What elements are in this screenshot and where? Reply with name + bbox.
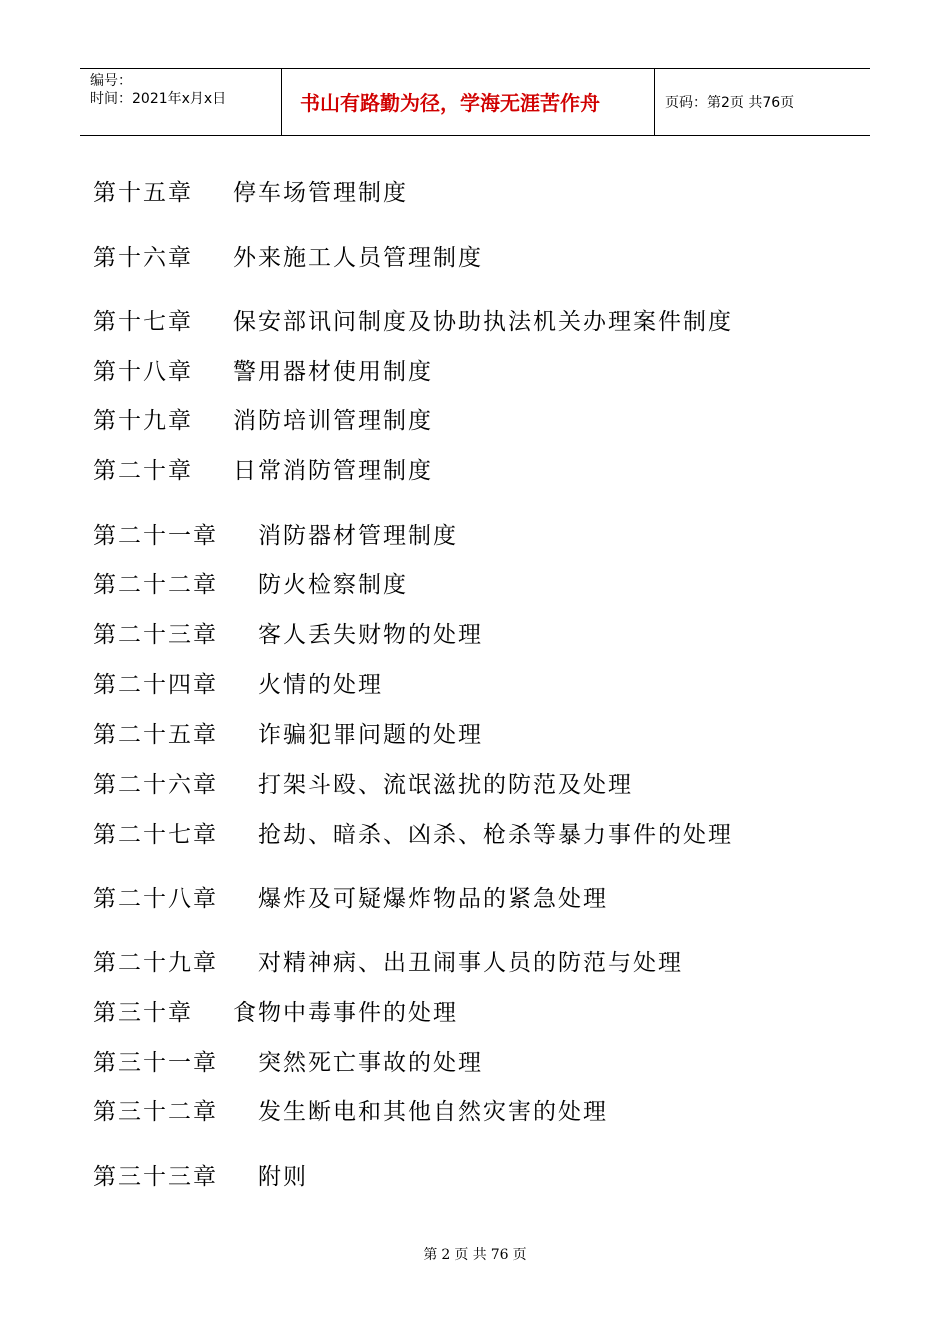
- toc-chapter-title: 警用器材使用制度: [233, 359, 433, 385]
- toc-chapter-number: 第二十八章: [93, 886, 218, 912]
- toc-chapter-number: 第二十五章: [93, 722, 218, 748]
- toc-chapter-number: 第二十七章: [93, 822, 218, 848]
- footer-page-number: 2: [441, 1247, 451, 1263]
- toc-chapter-number: 第二十九章: [93, 950, 218, 976]
- header-motto-cell: [282, 69, 655, 135]
- document-date-label: 时间：2021年x月x日: [90, 91, 227, 107]
- toc-chapter-title: 火情的处理: [258, 672, 383, 698]
- toc-chapter-number: 第二十四章: [93, 672, 218, 698]
- footer-suffix: 页: [512, 1247, 527, 1263]
- header-page-cell: [655, 69, 870, 135]
- toc-chapter-title: 抢劫、暗杀、凶杀、枪杀等暴力事件的处理: [258, 822, 733, 848]
- toc-chapter-number: 第十六章: [93, 245, 193, 271]
- footer-prefix: 第: [423, 1247, 438, 1263]
- toc-chapter-number: 第二十三章: [93, 622, 218, 648]
- header-meta-cell: [80, 69, 282, 135]
- toc-chapter-number: 第三十二章: [93, 1099, 218, 1125]
- toc-chapter-title: 停车场管理制度: [233, 180, 408, 206]
- toc-chapter-number: 第十五章: [93, 180, 193, 206]
- toc-chapter-title: 食物中毒事件的处理: [233, 1000, 458, 1026]
- toc-chapter-title: 日常消防管理制度: [233, 458, 433, 484]
- toc-chapter-number: 第二十章: [93, 458, 193, 484]
- toc-chapter-number: 第三十章: [93, 1000, 193, 1026]
- toc-chapter-title: 对精神病、出丑闹事人员的防范与处理: [258, 950, 683, 976]
- page-header: [80, 68, 870, 136]
- document-number-label: 编号：: [90, 73, 132, 89]
- toc-chapter-title: 发生断电和其他自然灾害的处理: [258, 1099, 608, 1125]
- toc-chapter-number: 第三十三章: [93, 1164, 218, 1190]
- footer-total-pages: 76: [490, 1247, 509, 1263]
- toc-chapter-title: 消防培训管理制度: [233, 408, 433, 434]
- header-motto: 书山有路勤为径，学海无涯苦作舟: [300, 91, 600, 115]
- toc-chapter-title: 附则: [258, 1164, 308, 1190]
- toc-chapter-title: 打架斗殴、流氓滋扰的防范及处理: [258, 772, 633, 798]
- toc-chapter-title: 客人丢失财物的处理: [258, 622, 483, 648]
- toc-chapter-number: 第十八章: [93, 359, 193, 385]
- toc-chapter-number: 第十七章: [93, 309, 193, 335]
- header-page-info: 页码：第2页 共76页: [665, 95, 795, 111]
- toc-chapter-number: 第二十二章: [93, 572, 218, 598]
- toc-chapter-number: 第二十六章: [93, 772, 218, 798]
- toc-chapter-number: 第十九章: [93, 408, 193, 434]
- footer-middle: 页 共: [454, 1247, 487, 1263]
- toc-chapter-title: 消防器材管理制度: [258, 523, 458, 549]
- toc-chapter-title: 突然死亡事故的处理: [258, 1050, 483, 1076]
- toc-chapter-number: 第三十一章: [93, 1050, 218, 1076]
- toc-chapter-title: 防火检察制度: [258, 572, 408, 598]
- toc-chapter-title: 外来施工人员管理制度: [233, 245, 483, 271]
- toc-chapter-title: 诈骗犯罪问题的处理: [258, 722, 483, 748]
- toc-chapter-title: 爆炸及可疑爆炸物品的紧急处理: [258, 886, 608, 912]
- toc-chapter-number: 第二十一章: [93, 523, 218, 549]
- page-footer: [0, 1246, 950, 1264]
- toc-chapter-title: 保安部讯问制度及协助执法机关办理案件制度: [233, 309, 733, 335]
